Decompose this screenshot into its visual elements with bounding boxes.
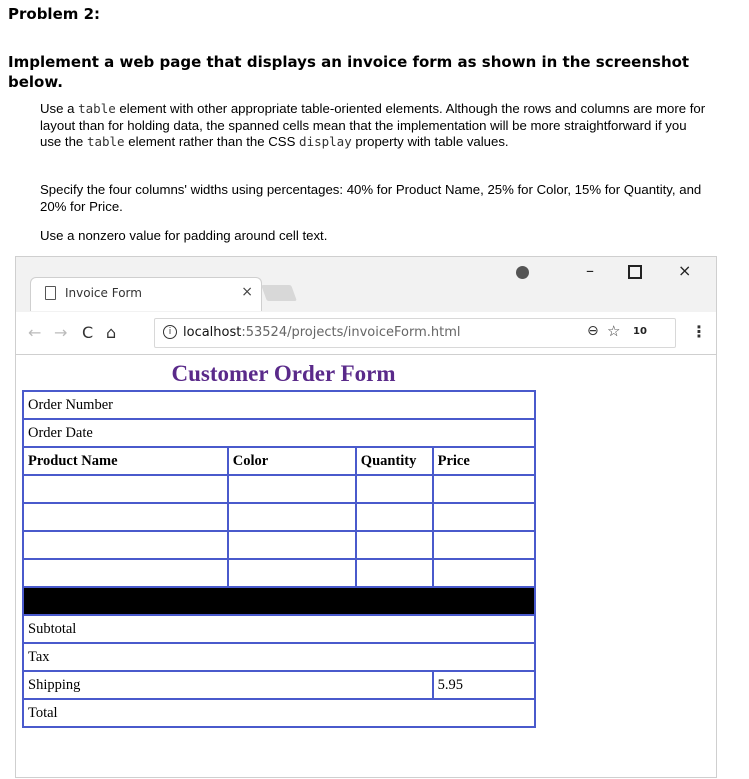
address-bar[interactable] <box>154 318 676 348</box>
instructions-paragraph-2: Specify the four columns' widths using percentages: 40% for Product Name, 25% for Color, 15% for Quantity, and 20% for Price. <box>40 182 702 214</box>
table-row <box>23 391 535 419</box>
browser-tab[interactable] <box>30 277 262 311</box>
reload-icon[interactable]: C <box>82 323 94 342</box>
url-text[interactable]: localhost:53524/projects/invoiceForm.html <box>183 325 461 340</box>
table-row <box>23 671 535 699</box>
table-row <box>23 475 535 503</box>
table-cell <box>23 503 228 531</box>
maximize-icon[interactable] <box>628 265 642 279</box>
form-heading: Customer Order Form <box>171 361 396 386</box>
column-header-color: Color <box>228 447 356 475</box>
problem-subtitle: Implement a web page that displays an invoice form as shown in the screenshot below. <box>8 53 690 91</box>
table-cell <box>228 531 356 559</box>
invoice-table <box>22 390 536 728</box>
table-cell <box>228 503 356 531</box>
column-header-price: Price <box>433 447 535 475</box>
close-window-icon[interactable]: × <box>678 261 692 280</box>
table-row <box>23 531 535 559</box>
table-row <box>23 643 535 671</box>
minimize-icon[interactable]: – <box>586 261 594 280</box>
table-row <box>23 615 535 643</box>
page-icon <box>45 286 56 300</box>
subtotal-label: Subtotal <box>23 615 535 643</box>
star-icon[interactable]: ☆ <box>607 322 621 340</box>
new-tab-button[interactable] <box>261 285 297 301</box>
page-viewport <box>16 355 716 777</box>
table-cell <box>356 503 433 531</box>
column-header-quantity: Quantity <box>356 447 433 475</box>
browser-screenshot <box>15 256 717 778</box>
shipping-value: 5.95 <box>433 671 535 699</box>
table-cell <box>356 559 433 587</box>
menu-icon[interactable]: ⋮ <box>691 322 707 341</box>
tab-title: Invoice Form <box>65 286 142 300</box>
table-cell <box>433 531 535 559</box>
home-icon[interactable]: ⌂ <box>106 323 117 342</box>
table-cell <box>23 475 228 503</box>
zoom-icon[interactable]: ⊖ <box>587 323 599 339</box>
table-cell <box>228 475 356 503</box>
info-icon[interactable]: i <box>163 325 177 339</box>
forward-icon[interactable]: → <box>54 323 68 342</box>
account-icon[interactable] <box>516 266 529 279</box>
extension-icon[interactable]: 10 <box>633 326 647 337</box>
shipping-label: Shipping <box>23 671 433 699</box>
table-cell <box>356 531 433 559</box>
code-display: display <box>299 134 352 149</box>
table-row <box>23 587 535 615</box>
table-row <box>23 419 535 447</box>
order-date-label: Order Date <box>23 419 535 447</box>
problem-title: Problem 2: <box>8 5 101 23</box>
table-row <box>23 503 535 531</box>
table-cell <box>228 559 356 587</box>
browser-toolbar <box>16 312 716 355</box>
table-cell <box>433 475 535 503</box>
instructions-paragraph-3: Use a nonzero value for padding around cell text. <box>40 228 328 243</box>
code-table-2: table <box>86 134 125 149</box>
back-icon[interactable]: ← <box>28 323 42 342</box>
browser-titlebar <box>16 257 716 312</box>
column-header-product-name: Product Name <box>23 447 228 475</box>
order-number-label: Order Number <box>23 391 535 419</box>
table-cell <box>433 559 535 587</box>
code-table-1: table <box>78 101 116 116</box>
table-cell <box>356 475 433 503</box>
table-row <box>23 699 535 727</box>
table-cell <box>433 503 535 531</box>
tax-label: Tax <box>23 643 535 671</box>
table-cell <box>23 531 228 559</box>
table-cell <box>23 559 228 587</box>
table-row <box>23 447 535 475</box>
black-separator-row <box>23 587 535 615</box>
instructions-paragraph-1: Use a table element with other appropriate table-oriented elements. Although the rows and columns are more for layout than for holding data, the spanned cells mean that the implementation will be more straightforward if you use the table element rather than the CSS display property with table values. <box>40 101 706 149</box>
tab-close-icon[interactable]: × <box>241 284 253 300</box>
table-row <box>23 559 535 587</box>
total-label: Total <box>23 699 535 727</box>
